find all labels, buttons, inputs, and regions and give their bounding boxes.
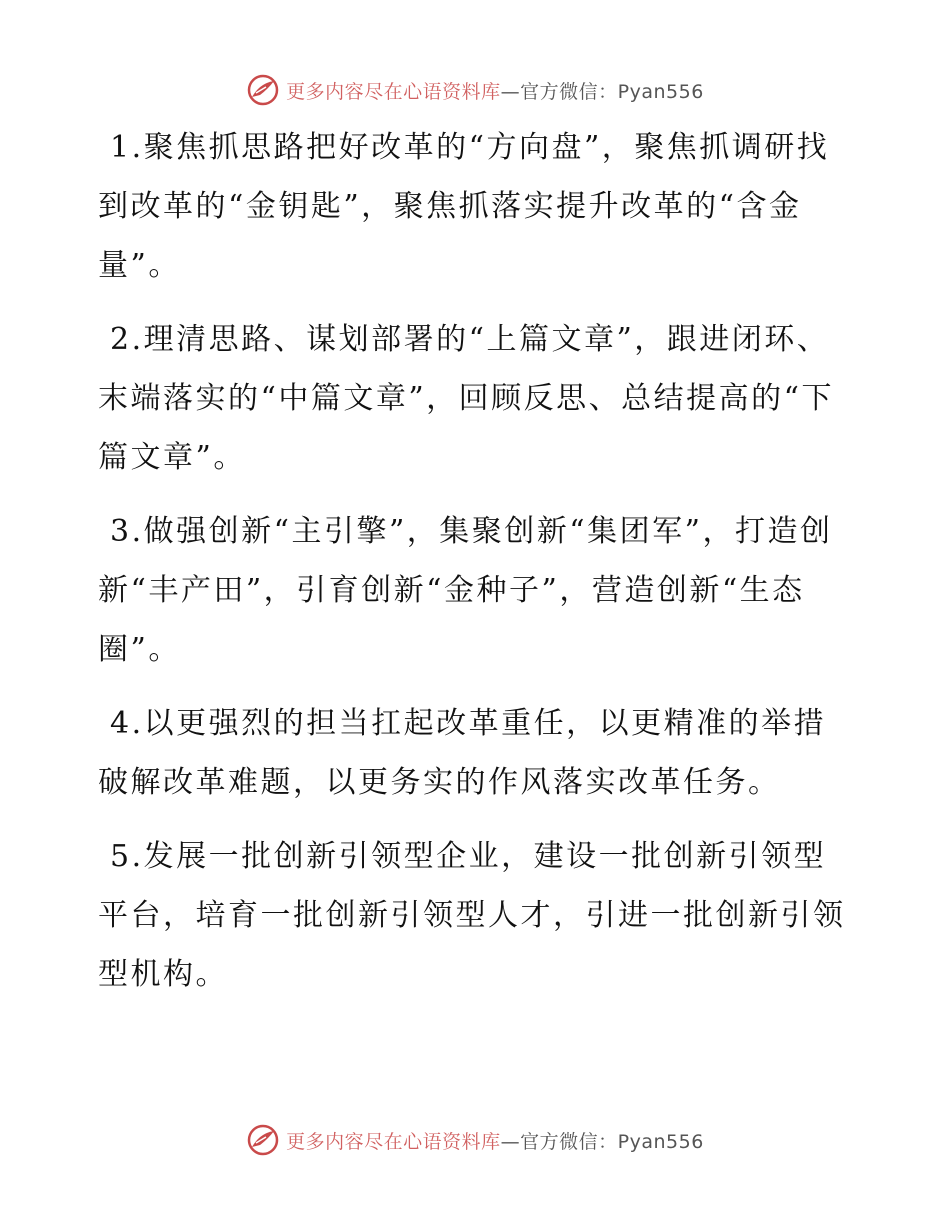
watermark-separator: — — [500, 80, 521, 103]
pen-nib-logo-icon — [246, 73, 280, 107]
paragraph-4: 4.以更强烈的担当扛起改革重任，以更精准的举措破解改革难题，以更务实的作风落实改革任务。 — [98, 706, 827, 800]
watermark-brand: 更多内容尽在心语资料库 — [286, 80, 501, 103]
document-body — [98, 118, 858, 1019]
paragraph-5: 5.发展一批创新引领型企业，建设一批创新引领型平台，培育一批创新引领型人才，引进一批创新引领型机构。 — [98, 839, 846, 992]
watermark-brand: 更多内容尽在心语资料库 — [286, 1130, 501, 1153]
paragraph-3: 3.做强创新“主引擎”，集聚创新“集团军”，打造创新“丰产田”，引育创新“金种子”，营造创新“生态圈”。 — [98, 514, 833, 667]
watermark-contact: 官方微信：Pyan556 — [520, 80, 704, 103]
paragraph-2: 2.理清思路、谋划部署的“上篇文章”，跟进闭环、末端落实的“中篇文章”，回顾反思、总结提高的“下篇文章”。 — [98, 322, 835, 475]
watermark-separator: — — [500, 1130, 521, 1153]
watermark-contact: 官方微信：Pyan556 — [520, 1130, 704, 1153]
paragraph-1: 1.聚焦抓思路把好改革的“方向盘”，聚焦抓调研找到改革的“金钥匙”，聚焦抓落实提升改革的“含金量”。 — [98, 130, 830, 283]
header-watermark — [0, 70, 950, 110]
pen-nib-logo-icon — [246, 1123, 280, 1157]
footer-watermark — [0, 1120, 950, 1160]
